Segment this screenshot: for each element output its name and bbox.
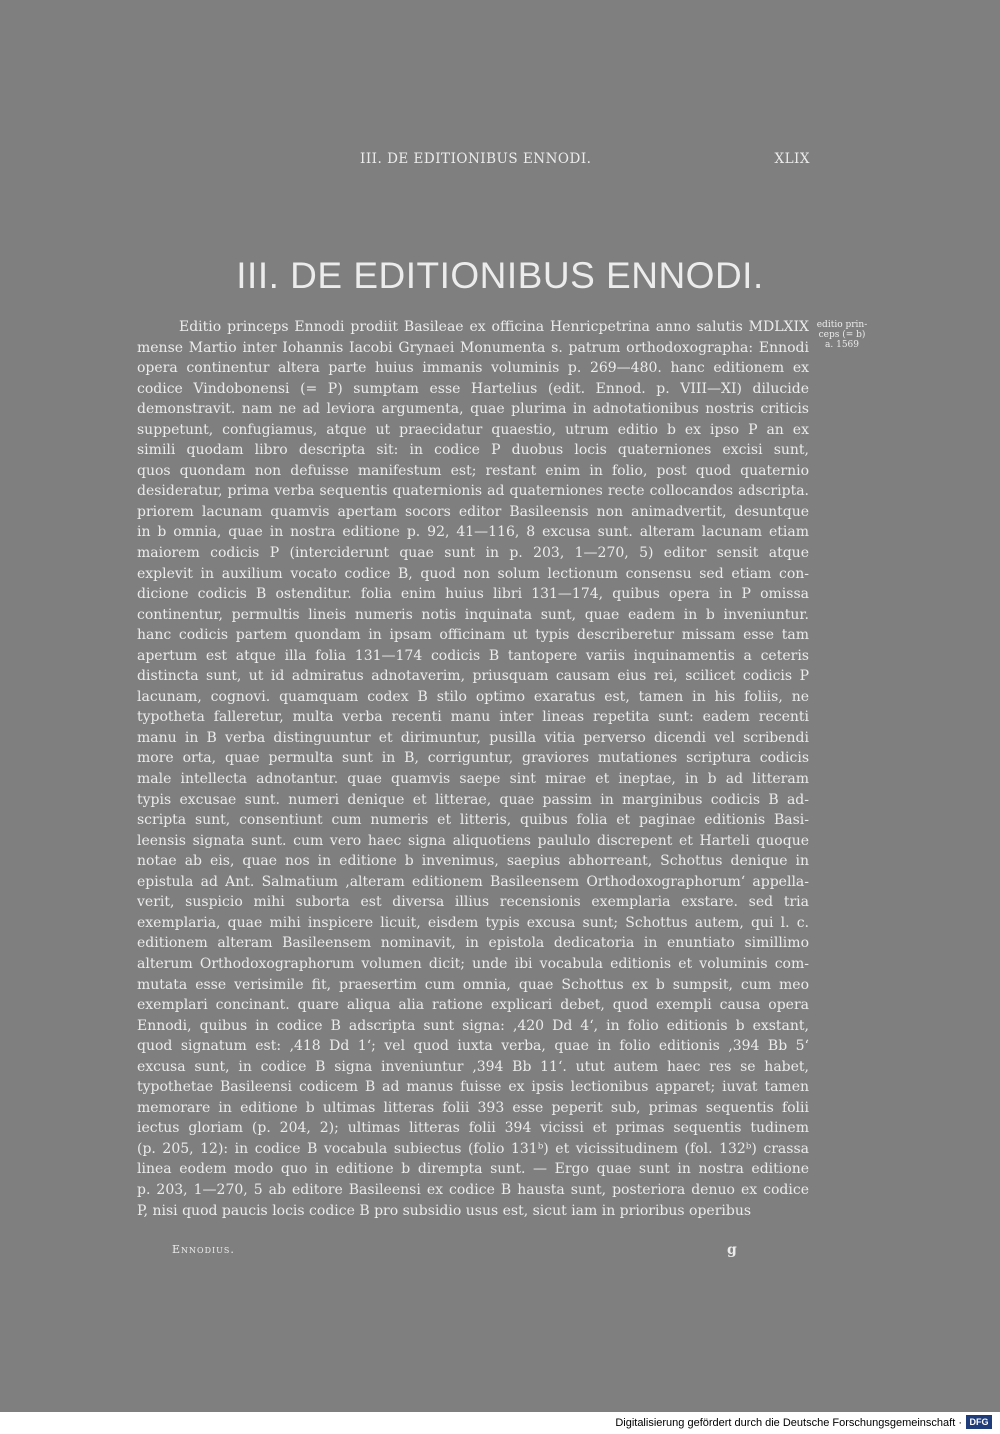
text-line: maiorem codicis P (interciderunt quae sunt in p. 203, 1—270, 5) editor sensit atque [137,545,809,562]
section-title: III. DE EDITIONIBUS ENNODI. [236,255,764,296]
text-line: manu in B verba distinguuntur et dirimuntur, pusilla vitia perverso dicendi vel scribendi [137,729,809,746]
body-text [137,317,809,1221]
text-line: priorem lacunam quamvis apertam socors editor Basileensis non animadvertit, desuntque [137,503,809,520]
text-line: quod signatum est: ‚418 Dd 1‘; vel quod iuxta verba, quae in folio editionis ‚394 Bb 5‘ [137,1038,809,1055]
text-line: Editio princeps Ennodi prodiit Basileae ex officina Henricpetrina anno salutis MDLXIX [179,319,809,335]
text-line: (p. 205, 12): in codice B vocabula subiectus (folio 131ᵇ) et vicissitudinem (fol. 132ᵇ) crassa [137,1140,809,1157]
text-line: exemplaria, quae mihi inspicere licuit, eisdem typis excusa sunt; Schottus autem, qui l. c. [137,914,809,931]
text-line: epistula ad Ant. Salmatium ‚alteram editionem Basileensem Orthodoxographorum‘ appella- [137,873,809,890]
text-line: notae ab eis, quae nos in editione b invenimus, saepius abhorreant, Schottus denique in [137,853,809,870]
text-line: in b omnia, quae in nostra editione p. 92, 41—116, 8 excusa sunt. alteram lacunam etiam [137,524,809,541]
text-line: hanc codicis partem quondam in ipsam officinam ut typis describeretur missam esse tam [137,627,809,644]
margin-note-line: a. 1569 [825,340,859,350]
text-line: typothetae Basileensi codicem B ad manus fuisse ex ipsis lectionibus apparet; iuvat tamen [137,1079,809,1096]
text-line: male intellecta adnotantur. quae quamvis saepe sint mirae et ineptae, in b ad litteram [137,771,809,788]
text-line: mense Martio inter Iohannis Iacobi Grynaei Monumenta s. patrum orthodoxographa: Ennodi [137,339,809,356]
text-line: Ennodi, quibus in codice B adscripta sunt signa: ‚420 Dd 4‘, in folio editionis b exstant, [137,1017,809,1034]
text-line: apertum est atque illa folia 131—174 codicis B tantopere variis inquinamentis a ceteris [137,647,809,664]
text-line: demonstravit. nam ne ad leviora argumenta, quae plurima in adnotationibus nostris criticis [137,401,809,418]
text-line: dicione codicis B ostenditur. folia enim huius libri 131—174, quibus opera in P omissa [137,586,809,603]
text-line: exemplari concinant. quare aliqua alia ratione explicari debet, quod exempli causa opera [137,997,809,1014]
text-line: scripta sunt, consentiunt cum numeris et litteris, quibus folia et paginae editionis Basi- [137,812,809,829]
text-line: distincta sunt, ut id admiratus adnotaverim, priusquam causam eius rei, scilicet codicis P [137,668,809,685]
text-line: simili quodam libro descripta sit: in codice P duobus locis quaterniones excisi sunt, [137,442,809,459]
text-line: codice Vindobonensi (= P) sumptam esse Hartelius (edit. Ennod. p. VIII—XI) dilucide [137,380,809,397]
page-number: XLIX [774,151,810,167]
text-line: memorare in editione b ultimas litteras folii 393 esse peperit sub, primas sequentis folii [137,1099,809,1116]
text-line: continentur, permultis lineis numeris notis inquinata sunt, quae eadem in b inveniuntur. [137,606,809,623]
text-line: P, nisi quod paucis locis codice B pro subsidio usus est, sicut iam in prioribus operibus [137,1202,752,1219]
text-line: typis excusae sunt. numeri denique et litterae, quae passim in marginibus codicis B ad- [137,791,809,808]
text-line: linea eodem modo quo in editione b dirempta sunt. — Ergo quae sunt in nostra editione [137,1161,809,1178]
running-head-title: III. DE EDITIONIBUS ENNODI. [360,151,592,167]
text-line: mutata esse verisimile fit, praesertim cum omnia, quae Schottus ex b sumpsit, cum meo [137,976,809,993]
margin-note-line: editio prin- [816,320,868,330]
margin-note [812,320,872,350]
gathering-mark: g [727,1242,737,1258]
text-line: iectus gloriam (p. 204, 2); ultimas litteras folii 394 vicissi et primas sequentis tudinem [137,1120,809,1137]
text-line: desideratur, prima verba sequentis quaternionis ad quaterniones recte collocandos adscripta. [137,483,809,500]
text-line: opera continentur altera parte huius immanis voluminis p. 269—480. hanc editionem ex [137,360,809,377]
dfg-logo: DFG [966,1415,992,1429]
running-head [360,151,810,167]
text-line: excusa sunt, in codice B signa inveniuntur ‚394 Bb 11‘. utut autem haec res se habet, [137,1058,809,1075]
text-line: lacunam, cognovi. quamquam codex B stilo optimo exaratus est, tamen in his foliis, ne [137,688,809,705]
text-line: p. 203, 1—270, 5 ab editore Basileensi ex codice B hausta sunt, posteriora denuo ex codice [137,1181,809,1198]
text-line: more orta, quae permulta sunt in B, corriguntur, graviores mutationes scriptura codicis [137,750,809,767]
text-line: suppetunt, confugiamus, atque ut praecidatur quaestio, utrum editio b ex ipso P an ex [137,421,809,438]
text-line: typotheta falleretur, multa verba recenti manu inter lineas repetita sunt: eadem recenti [137,709,809,726]
text-line: leensis signata sunt. cum vero haec signa aliquotiens paululo discrepent et Harteli quoque [137,832,809,849]
margin-note-line: ceps (= b) [818,330,866,340]
text-line: editionem alteram Basileensem nominavit, in epistola dedicatoria in enuntiato simillimo [137,935,809,952]
text-line: explevit in auxilium vocato codice B, quod non solum lectionum consensu sed etiam con- [137,565,809,582]
text-line: quos quondam non defuisse manifestum est; restant enim in folio, post quod quaternio [137,462,809,479]
footer-signature: Ennodius. [172,1243,235,1256]
text-line: alterum Orthodoxographorum volumen dicit; unde ibi vocabula editionis et voluminis com- [137,955,809,972]
text-line: verit, suspicio mihi suborta est diversa illius recensionis exemplaria exstare. sed tria [137,894,809,911]
credit-text: Digitalisierung gefördert durch die Deutsche Forschungsgemeinschaft · [615,1417,962,1429]
